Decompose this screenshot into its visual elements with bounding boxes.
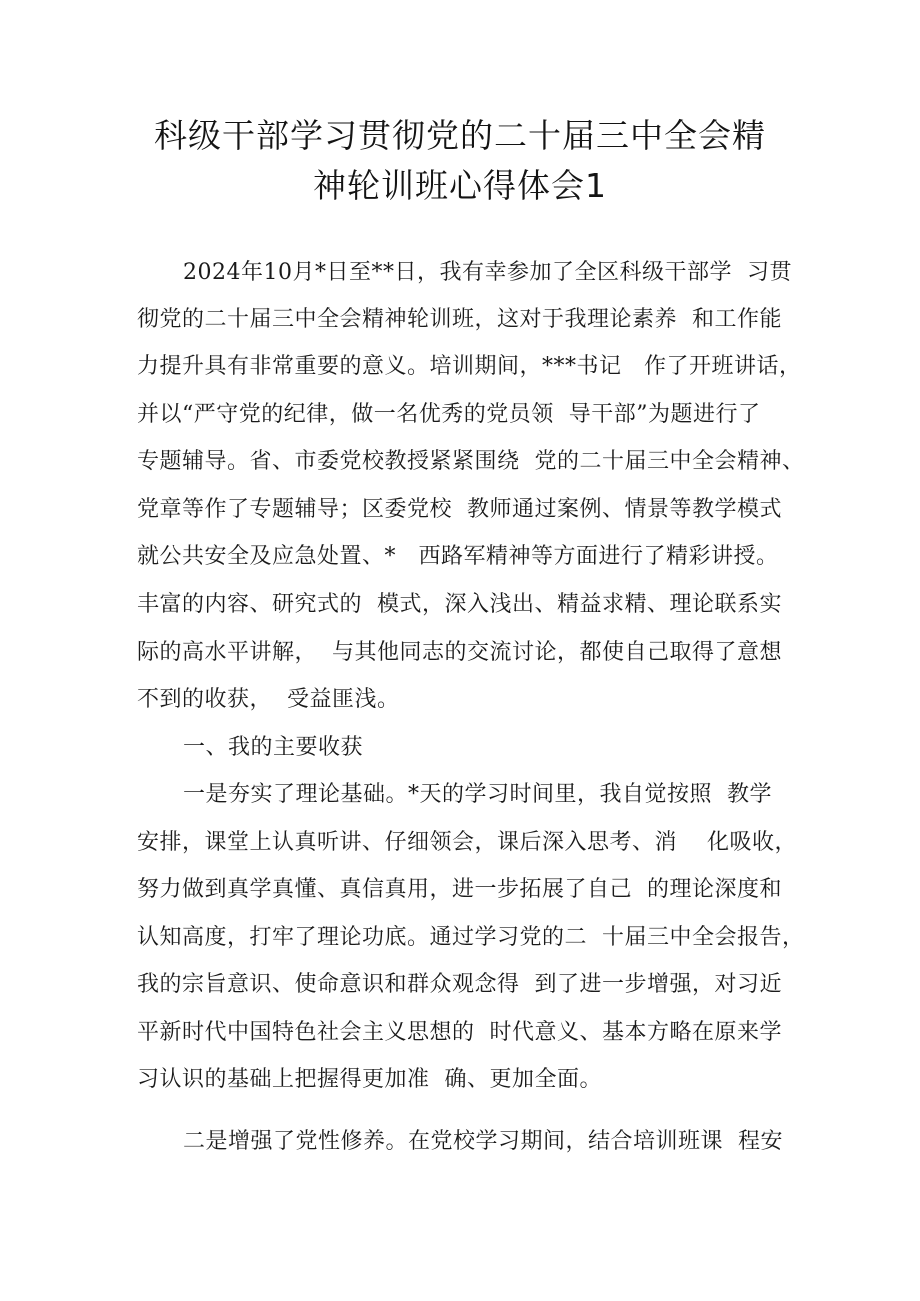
paragraph-line: 安排，课堂上认真听讲、仔细领会，课后深入思考、消 化吸收， — [137, 830, 797, 855]
paragraph-line: 专题辅导。省、市委党校教授紧紧围绕 党的二十届三中全会精神、 — [137, 449, 805, 474]
paragraph-line: 彻党的二十届三中全会精神轮训班，这对于我理论素养 和工作能 — [137, 307, 782, 332]
paragraph-line: 努力做到真学真懂、真信真用，进一步拓展了自己 的理论深度和 — [137, 877, 782, 902]
paragraph-line: 二是增强了党性修养。在党校学习期间，结合培训班课 程安 — [183, 1129, 783, 1154]
paragraph-line: 不到的收获， 受益匪浅。 — [137, 687, 400, 712]
paragraph-line: 习认识的基础上把握得更加准 确、更加全面。 — [137, 1067, 602, 1092]
paragraph-line: 我的宗旨意识、使命意识和群众观念得 到了进一步增强，对习近 — [137, 972, 782, 997]
section-heading: 一、我的主要收获 — [183, 735, 364, 760]
paragraph-line: 一是夯实了理论基础。*天的学习时间里，我自觉按照 教学 — [183, 782, 772, 807]
paragraph-line: 2024年10月*日至**日，我有幸参加了全区科级干部学 习贯 — [183, 260, 792, 285]
paragraph-line: 党章等作了专题辅导；区委党校 教师通过案例、情景等教学模式 — [137, 497, 782, 522]
document-title-line-1: 科级干部学习贯彻党的二十届三中全会精 — [154, 116, 766, 155]
paragraph-line: 平新时代中国特色社会主义思想的 时代意义、基本方略在原来学 — [137, 1020, 782, 1045]
paragraph-line: 际的高水平讲解， 与其他同志的交流讨论，都使自己取得了意想 — [137, 640, 782, 665]
paragraph-line: 就公共安全及应急处置、* 西路军精神等方面进行了精彩讲授。 — [137, 544, 779, 569]
paragraph-line: 认知高度，打牢了理论功底。通过学习党的二 十届三中全会报告， — [137, 925, 805, 950]
paragraph-line: 并以“严守党的纪律，做一名优秀的党员领 导干部”为题进行了 — [137, 402, 761, 427]
document-title-line-2: 神轮训班心得体会1 — [313, 166, 607, 205]
paragraph-line: 丰富的内容、研究式的 模式，深入浅出、精益求精、理论联系实 — [137, 592, 782, 617]
paragraph-line: 力提升具有非常重要的意义。培训期间，***书记 作了开班讲话， — [137, 354, 802, 379]
